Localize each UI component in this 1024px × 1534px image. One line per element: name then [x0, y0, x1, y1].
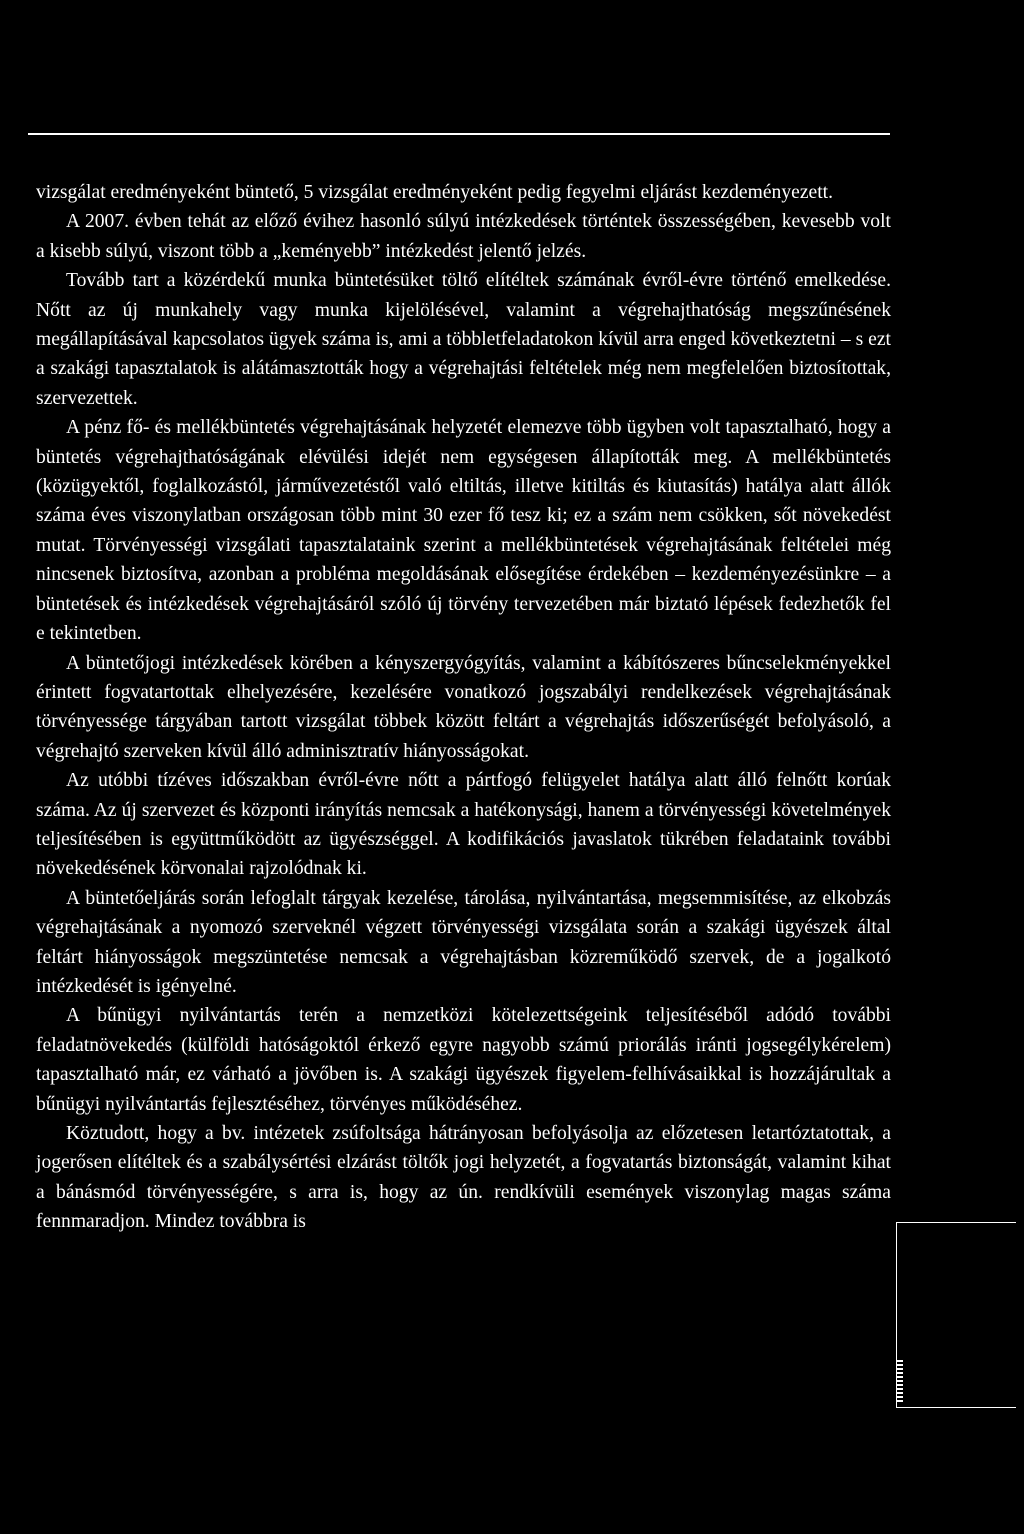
margin-box	[896, 1222, 1016, 1408]
paragraph: Az utóbbi tízéves időszakban évről-évre nőtt a pártfogó felügyelet hatálya alatt álló felnőtt korúak száma. Az új szervezet és központi irányítás nemcsak a hatékonysági, hanem a törvényességi követelmények teljesítésében is együttműködött az ügyészséggel. A kodifikációs javaslatok tükrében feladataink további növekedésének körvonalai rajzolódnak ki.	[36, 770, 891, 880]
paragraph: A bűnügyi nyilvántartás terén a nemzetközi kötelezettségeink teljesítéséből adódó további feladatnövekedés (külföldi hatóságoktól érkező egyre nagyobb számú priorálás iránti jogsegélykérelem) tapasztalható már, ez várható a jövőben is. A szakági ügyészek figyelem-felhívásaikkal is hozzájárultak a bűnügyi nyilvántartás fejlesztéséhez, törvényes működéséhez.	[36, 1005, 891, 1115]
paragraph: vizsgálat eredményeként büntető, 5 vizsgálat eredményeként pedig fegyelmi eljárást kezdeményezett.	[36, 182, 834, 203]
document-body	[36, 178, 891, 1237]
scan-artifact	[897, 1360, 903, 1402]
paragraph: A 2007. évben tehát az előző évihez hasonló súlyú intézkedések történtek összességében, kevesebb volt a kisebb súlyú, viszont több a „keményebb” intézkedést jelentő jelzés.	[36, 211, 891, 262]
paragraph: Köztudott, hogy a bv. intézetek zsúfoltsága hátrányosan befolyásolja az előzetesen letartóztatottak, a jogerősen elítéltek és a szabálysértési elzárást töltők jogi helyzetét, a fogvatartás biztonságát, valamint kihat a bánásmód törvényességére, s arra is, hogy az ún. rendkívüli események viszonylag magas száma fennmaradjon. Mindez továbbra is	[36, 1123, 891, 1233]
paragraph: A büntetőjogi intézkedések körében a kényszergyógyítás, valamint a kábítószeres bűncselekményekkel érintett fogvatartottak elhelyezésére, kezelésére vonatkozó jogszabályi rendelkezések végrehajtásának törvényessége tárgyában tartott vizsgálat többek között feltárt a végrehajtás időszerűségét befolyásoló, a végrehajtó szerveken kívül álló adminisztratív hiányosságokat.	[36, 652, 891, 762]
paragraph: Tovább tart a közérdekű munka büntetésüket töltő elítéltek számának évről-évre történő emelkedése. Nőtt az új munkahely vagy munka kijelölésével, valamint a végrehajthatóság megszűnésének megállapításával kapcsolatos ügyek száma is, ami a többletfeladatokon kívül arra enged következtetni – s ezt a szakági tapasztalatok is alátámasztották hogy a végrehajtási feltételek még nem megfelelően biztosítottak, szervezettek.	[36, 270, 891, 409]
paragraph: A pénz fő- és mellékbüntetés végrehajtásának helyzetét elemezve több ügyben volt tapasztalható, hogy a büntetés végrehajthatóságának elévülési idejét nem egységesen állapították meg. A mellékbüntetés (közügyektől, foglalkozástól, járművezetéstől való eltiltás, illetve kitiltás és kiutasítás) hatálya alatt állók száma éves viszonylatban országosan több mint 30 ezer fő tesz ki; ez a szám nem csökken, sőt növekedést mutat. Törvényességi vizsgálati tapasztalataink szerint a mellékbüntetések végrehajtásának feltételei még nincsenek biztosítva, azonban a probléma megoldásának elősegítése érdekében – kezdeményezésünkre – a büntetések és intézkedések végrehajtásáról szóló új törvény tervezetében már biztató lépések fedezhetők fel e tekintetben.	[36, 417, 891, 645]
header-rule	[28, 133, 890, 135]
paragraph: A büntetőeljárás során lefoglalt tárgyak kezelése, tárolása, nyilvántartása, megsemmisítése, az elkobzás végrehajtásának a nyomozó szerveknél végzett törvényességi vizsgálata során a szakági ügyészek által feltárt hiányosságok megszüntetése nemcsak a végrehajtásban közreműködő szervek, de a jogalkotó intézkedését is igényelné.	[36, 887, 891, 997]
